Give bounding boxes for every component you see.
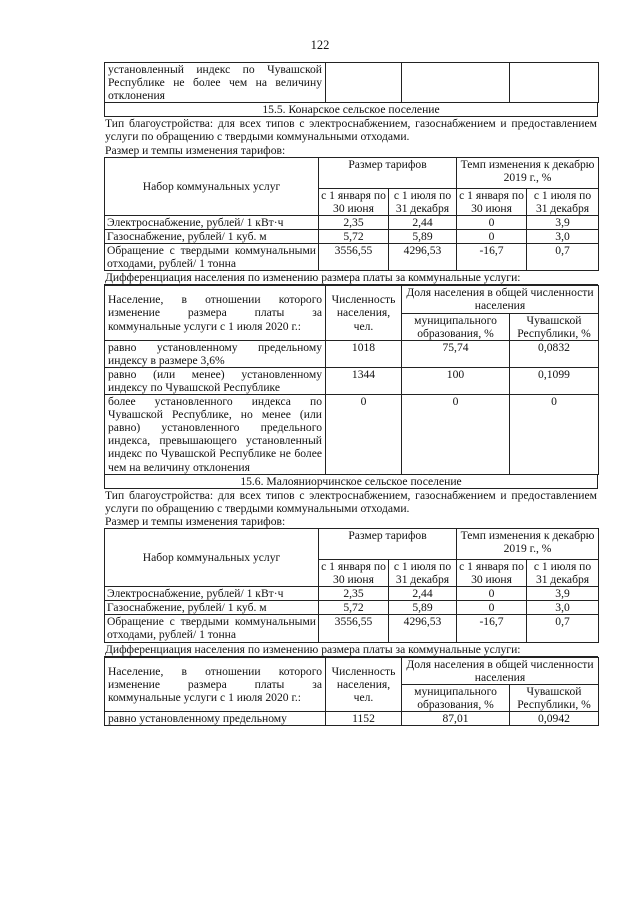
service-name: Электроснабжение, рублей/ 1 кВт·ч [105, 587, 319, 601]
header-tariff-size: Размер тарифов [319, 157, 457, 188]
diff-caption: Дифференциация населения по изменению размера платы за коммунальные услуги: [104, 643, 598, 657]
empty-cell [402, 63, 510, 103]
header-share: Доля населения в общей численности населения [402, 286, 599, 313]
header-period: с 1 января по 30 июня [319, 188, 389, 215]
diff-caption: Дифференциация населения по изменению размера платы за коммунальные услуги: [104, 271, 598, 285]
header-period: с 1 июля по 31 декабря [527, 188, 599, 215]
table-row [105, 601, 599, 615]
tariffs-table [104, 528, 599, 643]
municipal-share: 75,74 [402, 340, 510, 367]
tariff-value: 3556,55 [319, 244, 389, 271]
population-label: равно (или менее) установленному индексу по Чувашской Республике [105, 367, 326, 394]
rate-value: -16,7 [457, 244, 527, 271]
header-services: Набор коммунальных услуг [105, 157, 319, 215]
table-header-row [105, 529, 599, 560]
rate-value: 3,9 [527, 215, 599, 229]
table-row [105, 395, 599, 475]
continuation-cell: установленный индекс по Чувашской Республике не более чем на величину отклонения [105, 63, 326, 103]
table-row [105, 215, 599, 229]
table-header-row [105, 657, 599, 684]
tariff-value: 5,89 [389, 601, 457, 615]
table-header-row [105, 286, 599, 313]
tariff-value: 5,89 [389, 229, 457, 243]
population-diff-table [104, 285, 599, 474]
empty-cell [326, 63, 402, 103]
tariff-value: 5,72 [319, 229, 389, 243]
amenities-text: Тип благоустройства: для всех типов с электроснабжением, газоснабжением и предоставлением услуги по обращению с твердыми коммунальными отходами. [105, 117, 597, 144]
rate-value: 0 [457, 587, 527, 601]
header-tariff-size: Размер тарифов [319, 529, 457, 560]
population-diff-table [104, 657, 599, 726]
tariffs-table [104, 157, 599, 272]
tariff-value: 2,44 [389, 587, 457, 601]
service-name: Газоснабжение, рублей/ 1 куб. м [105, 601, 319, 615]
header-republic: Чувашской Республики, % [510, 684, 599, 711]
rate-value: 0 [457, 229, 527, 243]
amenities-text: Тип благоустройства: для всех типов с электроснабжением, газоснабжением и предоставлением услуги по обращению с твердыми коммунальными отходами. [105, 488, 597, 515]
rate-value: 3,0 [527, 601, 599, 615]
population-label: более установленного индекса по Чувашской Республике, но менее (или равно) установленного предельного индекса, превышающего установленный индекс по Чувашской Республике не более чем на величину отклонения [105, 395, 326, 475]
table-row [105, 587, 599, 601]
rate-value: 3,9 [527, 587, 599, 601]
empty-cell [510, 63, 599, 103]
header-republic: Чувашской Республики, % [510, 313, 599, 340]
rate-value: 0,7 [527, 244, 599, 271]
municipal-share: 87,01 [402, 712, 510, 726]
tariff-value: 4296,53 [389, 244, 457, 271]
tariff-value: 2,35 [319, 215, 389, 229]
population-count: 1344 [326, 367, 402, 394]
table-row [105, 367, 599, 394]
republic-share: 0 [510, 395, 599, 475]
table-header-row [105, 157, 599, 188]
population-count: 1152 [326, 712, 402, 726]
header-period: с 1 июля по 31 декабря [527, 560, 599, 587]
table-row [105, 244, 599, 271]
header-population: Население, в отношении которого изменение размера платы за коммунальные услуги с 1 июля 2020 г.: [105, 657, 326, 711]
population-label: равно установленному предельному индексу в размере 3,6% [105, 340, 326, 367]
municipal-share: 100 [402, 367, 510, 394]
page-number: 122 [310, 38, 330, 52]
document-body [104, 62, 598, 726]
header-municipal: муниципального образования, % [402, 313, 510, 340]
rate-value: 3,0 [527, 229, 599, 243]
tariff-value: 4296,53 [389, 615, 457, 642]
service-name: Обращение с твердыми коммунальными отходами, рублей/ 1 тонна [105, 244, 319, 271]
header-municipal: муниципального образования, % [402, 684, 510, 711]
republic-share: 0,1099 [510, 367, 599, 394]
population-count: 0 [326, 395, 402, 475]
table-row [105, 229, 599, 243]
header-period: с 1 января по 30 июня [319, 560, 389, 587]
population-count: 1018 [326, 340, 402, 367]
tariff-value: 2,35 [319, 587, 389, 601]
header-change-rate: Темп изменения к декабрю 2019 г., % [457, 157, 599, 188]
tariff-value: 5,72 [319, 601, 389, 615]
rate-value: 0 [457, 601, 527, 615]
header-change-rate: Темп изменения к декабрю 2019 г., % [457, 529, 599, 560]
header-count: Численность населения, чел. [326, 286, 402, 340]
tariff-value: 3556,55 [319, 615, 389, 642]
rate-value: 0,7 [527, 615, 599, 642]
service-name: Газоснабжение, рублей/ 1 куб. м [105, 229, 319, 243]
tariffs-caption: Размер и темпы изменения тарифов: [105, 514, 286, 528]
header-population: Население, в отношении которого изменение размера платы за коммунальные услуги с 1 июля 2020 г.: [105, 286, 326, 340]
table-row [105, 340, 599, 367]
table-row [105, 615, 599, 642]
header-count: Численность населения, чел. [326, 657, 402, 711]
service-name: Электроснабжение, рублей/ 1 кВт·ч [105, 215, 319, 229]
header-services: Набор коммунальных услуг [105, 529, 319, 587]
municipal-share: 0 [402, 395, 510, 475]
header-period: с 1 января по 30 июня [457, 188, 527, 215]
tariffs-caption: Размер и темпы изменения тарифов: [105, 143, 286, 157]
header-period: с 1 января по 30 июня [457, 560, 527, 587]
service-name: Обращение с твердыми коммунальными отходами, рублей/ 1 тонна [105, 615, 319, 642]
table-row [105, 63, 599, 103]
rate-value: -16,7 [457, 615, 527, 642]
header-period: с 1 июля по 31 декабря [389, 560, 457, 587]
continuation-table [104, 62, 599, 103]
section-title: 15.6. Малояниорчинское сельское поселение [104, 475, 598, 489]
section-title: 15.5. Конарское сельское поселение [104, 103, 598, 117]
header-share: Доля населения в общей численности населения [402, 657, 599, 684]
table-row [105, 712, 599, 726]
republic-share: 0,0942 [510, 712, 599, 726]
rate-value: 0 [457, 215, 527, 229]
population-label: равно установленному предельному [105, 712, 326, 726]
tariff-value: 2,44 [389, 215, 457, 229]
republic-share: 0,0832 [510, 340, 599, 367]
header-period: с 1 июля по 31 декабря [389, 188, 457, 215]
